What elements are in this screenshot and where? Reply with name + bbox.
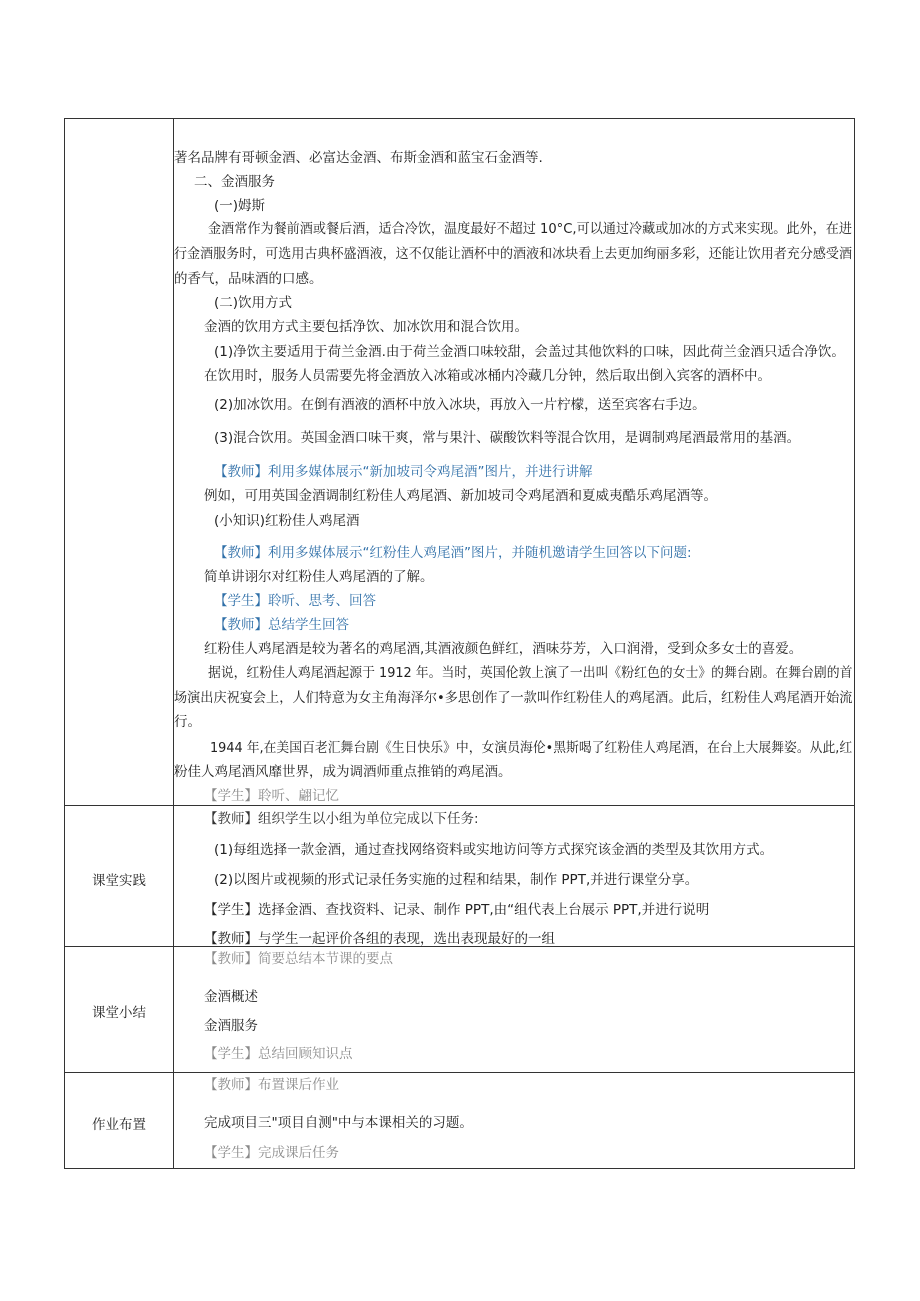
subsection-heading: (二)饮用方式 xyxy=(214,295,293,311)
paragraph-line: 金酒的饮用方式主要包括净饮、加冰饮用和混合饮用。 xyxy=(204,319,528,335)
practice-line: 【学生】选择金酒、查找资料、记录、制作 PPT,由“组代表上台展示 PPT,并进行说明 xyxy=(204,902,710,918)
practice-line: 【教师】与学生一起评价各组的表现，选出表现最好的一组 xyxy=(204,931,555,947)
practice-label: 课堂实践 xyxy=(92,873,146,889)
teacher-note: 【教师】总结学生回答 xyxy=(214,617,349,633)
paragraph-line: 据说，红粉佳人鸡尾酒起源于 1912 年。当时，英国伦敦上演了一出叫《粉红色的女士》的舞台剧。在舞台剧的首 xyxy=(208,665,853,681)
student-note: 【学生】聆听、思考、回答 xyxy=(214,593,376,609)
row-divider xyxy=(65,1072,854,1073)
paragraph-line: (2)加冰饮用。在倒有酒液的酒杯中放入冰块，再放入一片柠檬，送至宾客右手边。 xyxy=(214,397,706,413)
summary-line: 金酒服务 xyxy=(204,1018,258,1034)
practice-line: (2)以图片或视频的形式记录任务实施的过程和结果，制作 PPT,并进行课堂分享。 xyxy=(214,872,699,888)
paragraph-line: (小知识)红粉佳人鸡尾酒 xyxy=(214,513,360,529)
paragraph-line: 红粉佳人鸡尾酒是较为著名的鸡尾酒,其酒液颜色鲜红，酒味芬芳，入口润滑，受到众多女士的喜爱。 xyxy=(204,641,803,657)
homework-line: 完成项目三"项目自测"中与本课相关的习题。 xyxy=(204,1115,473,1131)
row-divider xyxy=(65,805,854,806)
paragraph-line: 金酒常作为餐前酒或餐后酒，适合冷饮，温度最好不超过 10°C,可以通过冷藏或加冰的方式来实现。此外，在进 xyxy=(208,221,852,237)
teacher-note: 【教师】利用多媒体展示“红粉佳人鸡尾酒”图片，并随机邀请学生回答以下问题: xyxy=(214,545,692,561)
summary-line: 【教师】简要总结本节课的要点 xyxy=(204,951,393,967)
paragraph-line: 简单讲诩尔对红粉佳人鸡尾酒的了解。 xyxy=(204,569,434,585)
student-note: 【学生】聆听、翩记忆 xyxy=(204,788,339,804)
paragraph-line: 的香气，品味酒的口感。 xyxy=(174,271,323,287)
paragraph-line: 1944 年,在美国百老汇舞台剧《生日快乐》中，女演员海伦•黑斯喝了红粉佳人鸡尾酒，在台上大展舞姿。从此,红 xyxy=(210,740,853,756)
homework-line: 【教师】布置课后作业 xyxy=(204,1077,339,1093)
paragraph-line: 行金酒服务时，可选用古典杯盛酒液，这不仅能让酒杯中的酒液和冰块看上去更加绚丽多彩，还能让饮用者充分感受酒 xyxy=(174,246,852,262)
homework-label: 作业布置 xyxy=(92,1117,146,1133)
practice-line: (1)每组选择一款金酒，通过查找网络资料或实地访问等方式探究该金酒的类型及其饮用方式。 xyxy=(214,842,774,858)
paragraph-line: 例如，可用英国金酒调制红粉佳人鸡尾酒、新加坡司令鸡尾酒和夏威夷酷乐鸡尾酒等。 xyxy=(204,488,717,504)
paragraph-line: (3)混合饮用。英国金酒口味干爽，常与果汁、碳酸饮料等混合饮用，是调制鸡尾酒最常用的基酒。 xyxy=(214,430,801,446)
paragraph-line: 行。 xyxy=(174,714,201,730)
practice-line: 【教师】组织学生以小组为单位完成以下任务: xyxy=(204,811,479,827)
paragraph-line: 场演出庆祝宴会上，人们特意为女主角海泽尔•多思创作了一款叫作红粉佳人的鸡尾酒。此后，红粉佳人鸡尾酒开始流 xyxy=(174,690,853,706)
summary-label: 课堂小结 xyxy=(92,1005,146,1021)
subsection-heading: (一)姆斯 xyxy=(214,198,266,214)
paragraph-line: 著名品牌有哥顿金酒、必富达金酒、布斯金酒和蓝宝石金酒等. xyxy=(174,150,543,166)
summary-line: 金酒概述 xyxy=(204,989,258,1005)
summary-line: 【学生】总结回顾知识点 xyxy=(204,1046,353,1062)
teacher-note: 【教师】利用多媒体展示“新加坡司令鸡尾酒”图片，并进行讲解 xyxy=(214,464,593,480)
section-heading: 二、金酒服务 xyxy=(194,174,275,190)
paragraph-line: 在饮用时，服务人员需要先将金酒放入冰箱或冰桶内冷藏几分钟，然后取出倒入宾客的酒杯中。 xyxy=(204,368,771,384)
homework-line: 【学生】完成课后任务 xyxy=(204,1145,339,1161)
paragraph-line: 粉佳人鸡尾酒风靡世界，成为调酒师重点推销的鸡尾酒。 xyxy=(174,764,512,780)
paragraph-line: (1)净饮主要适用于荷兰金酒.由于荷兰金酒口味较甜，会盖过其他饮料的口味，因此荷兰金酒只适合净饮。 xyxy=(214,344,845,360)
